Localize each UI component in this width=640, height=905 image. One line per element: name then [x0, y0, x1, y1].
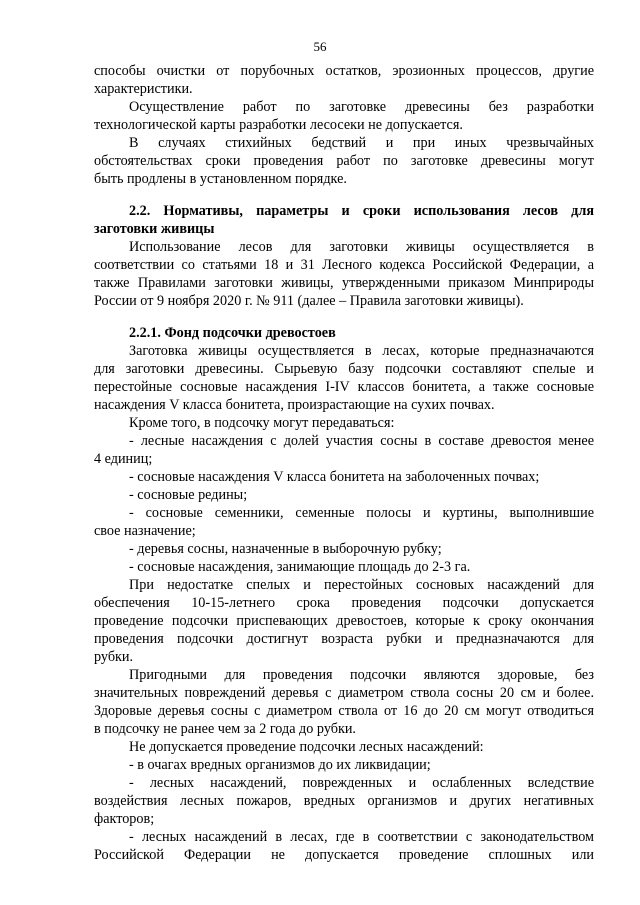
text-line: обстоятельствах сроки проведения работ по заготовке древесины могут: [94, 153, 594, 169]
text-line: для заготовки древесины. Сырьевую базу подсочки составляют спелые и: [94, 361, 594, 377]
text-line: технологической карты разработки лесосеки не допускается.: [94, 117, 463, 133]
text-line: также Правилами заготовки живицы, утвержденными приказом Минприроды: [94, 275, 594, 291]
text-line: Не допускается проведение подсочки лесных насаждений:: [129, 739, 484, 755]
list-item: - сосновые насаждения, занимающие площадь до 2-3 га.: [129, 559, 471, 575]
list-item: - лесных насаждений в лесах, где в соответствии с законодательством: [129, 829, 594, 845]
section-heading: 2.2. Нормативы, параметры и сроки использования лесов для: [129, 203, 594, 219]
text-line: обеспечения 10-15-летнего срока проведения подсочки допускается: [94, 595, 594, 611]
text-line: факторов;: [94, 811, 155, 827]
subsection-heading: 2.2.1. Фонд подсочки древостоев: [129, 325, 336, 341]
text-line: рубки.: [94, 649, 134, 665]
page-number: 56: [313, 39, 327, 54]
text-line: Использование лесов для заготовки живицы осуществляется в: [129, 239, 594, 255]
list-item: - лесные насаждения с долей участия сосны в составе древостоя менее: [129, 433, 594, 449]
text-line: насаждения V класса бонитета, произрастающие на сухих почвах.: [94, 397, 495, 413]
text-line: Кроме того, в подсочку могут передаваться:: [129, 415, 395, 431]
text-line: Здоровые деревья сосны с диаметром ствола от 16 до 20 см могут отводиться: [94, 703, 594, 719]
text-line: характеристики.: [94, 81, 193, 97]
list-item: - сосновые семенники, семенные полосы и куртины, выполнившие: [129, 505, 594, 521]
text-line: России от 9 ноября 2020 г. № 911 (далее – Правила заготовки живицы).: [94, 293, 524, 309]
text-line: При недостатке спелых и перестойных сосновых насаждений для: [129, 577, 594, 593]
text-line: значительных повреждений деревья с диаметром ствола сосны 20 см и более.: [94, 685, 594, 701]
list-item: - в очагах вредных организмов до их ликвидации;: [129, 757, 431, 773]
list-item: - лесных насаждений, поврежденных и ослабленных вследствие: [129, 775, 594, 791]
text-line: В случаях стихийных бедствий и при иных чрезвычайных: [129, 135, 594, 151]
text-line: способы очистки от порубочных остатков, эрозионных процессов, другие: [94, 63, 594, 79]
text-line: в подсочку не ранее чем за 2 года до рубки.: [94, 721, 356, 737]
text-line: 4 единиц;: [94, 451, 153, 467]
text-line: воздействия лесных пожаров, вредных организмов и других негативных: [94, 793, 594, 809]
text-line: Осуществление работ по заготовке древесины без разработки: [129, 99, 594, 115]
text-line: проведение подсочки приспевающих древостоев, которые к сроку окончания: [94, 613, 594, 629]
list-item: - сосновые насаждения V класса бонитета на заболоченных почвах;: [129, 469, 540, 485]
text-line: свое назначение;: [94, 523, 196, 539]
text-line: соответствии со статьями 18 и 31 Лесного кодекса Российской Федерации, а: [94, 257, 594, 273]
text-line: Заготовка живицы осуществляется в лесах, которые предназначаются: [129, 343, 594, 359]
text-line: Пригодными для проведения подсочки являются здоровые, без: [129, 667, 594, 683]
section-heading: заготовки живицы: [94, 221, 215, 237]
list-item: - деревья сосны, назначенные в выборочную рубку;: [129, 541, 442, 557]
text-line: проведения подсочки достигнут возраста рубки и предназначаются для: [94, 631, 594, 647]
list-item: - сосновые редины;: [129, 487, 248, 503]
text-line: быть продлены в установленном порядке.: [94, 171, 347, 187]
text-line: перестойные сосновые насаждения I-IV классов бонитета, а также сосновые: [94, 379, 594, 395]
text-line: Российской Федерации не допускается проведение сплошных или: [94, 847, 594, 863]
